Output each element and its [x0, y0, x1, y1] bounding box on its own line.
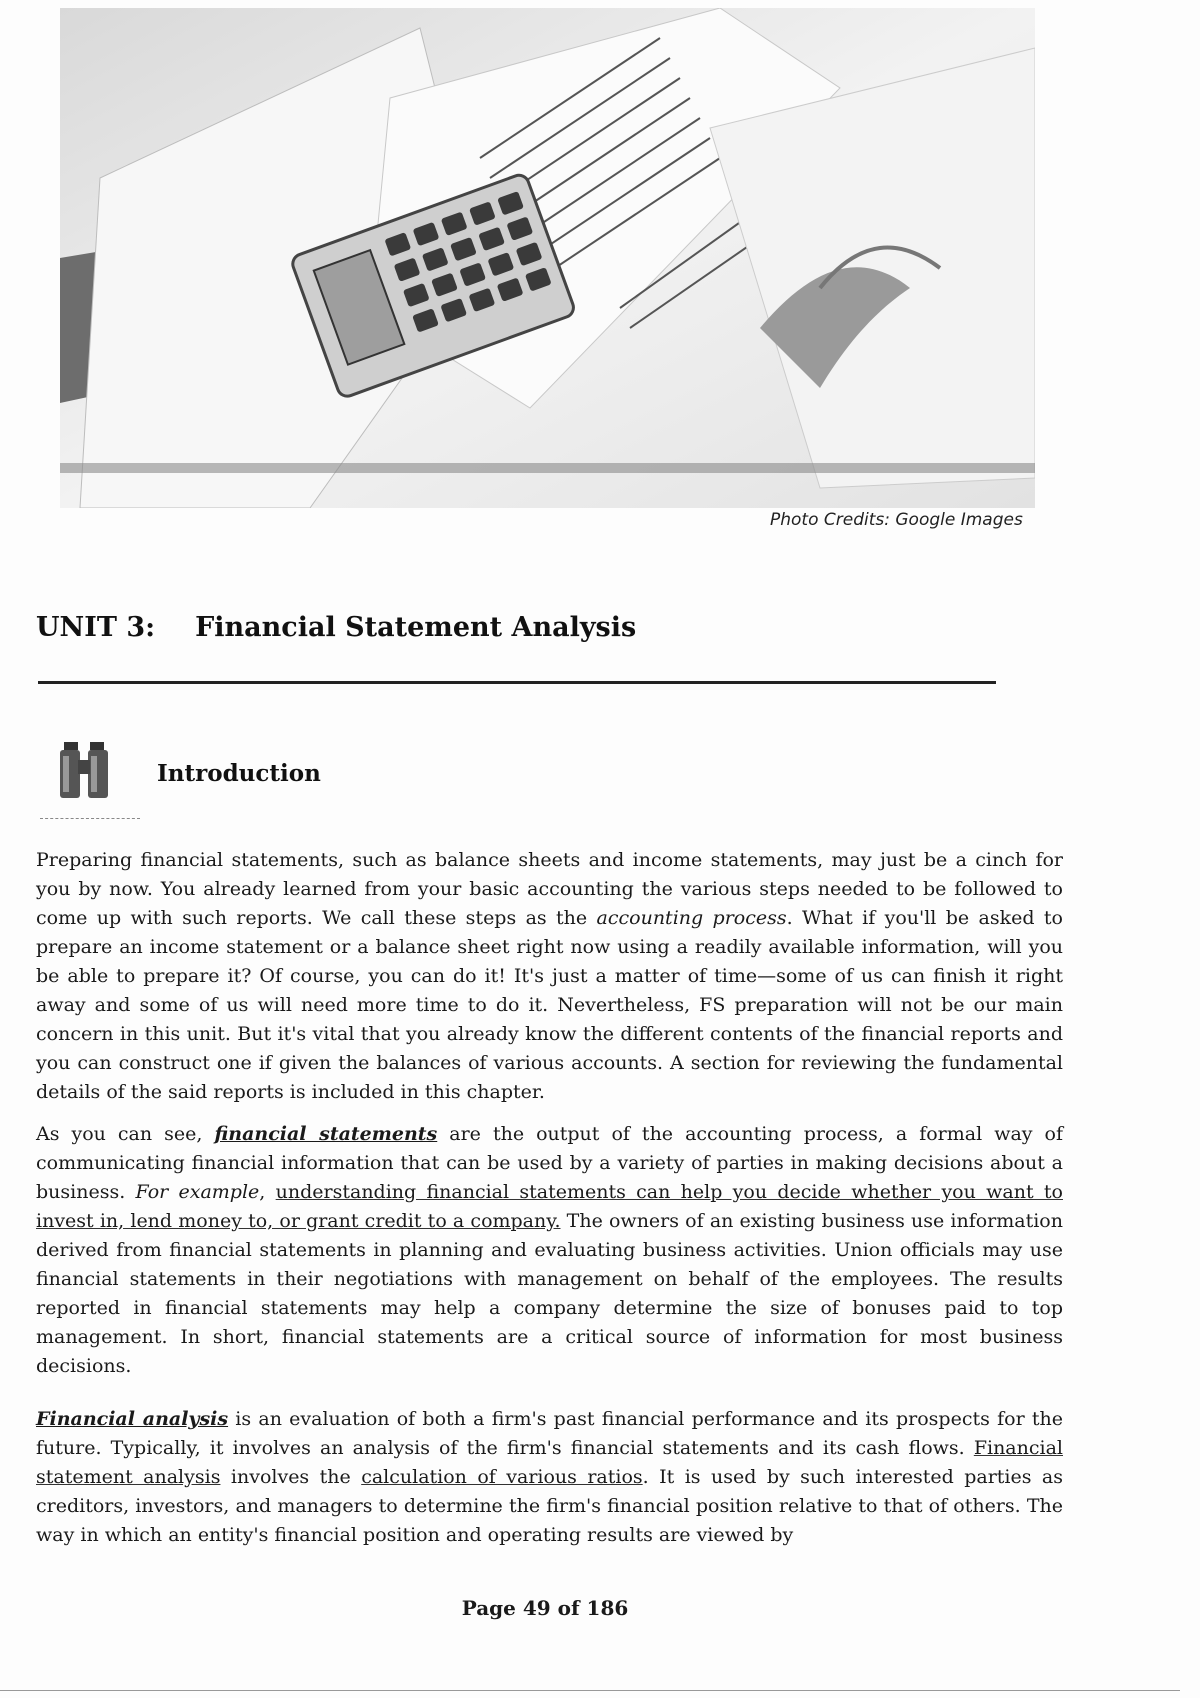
header-photo: [60, 8, 1035, 508]
paragraph-3-text-f: . It is used by such interested parties as creditors, investors, and managers to determine the firm's financial position relative to that of others. The way in which an entity's financial position and operating results are viewed by: [36, 1466, 1064, 1546]
paragraph-2-text-g: The owners of an existing business use information derived from financial statements in planning and evaluating business activities. Union officials may use financial statements in their negotiations with management on behalf of the employees. The results reported in financial statements may help a company determine the size of bonuses paid to top management. In short, financial statements are a critical source of information for most business decisions.: [36, 1210, 1063, 1377]
heading-divider: [38, 681, 996, 684]
paragraph-2-example: For example: [135, 1181, 260, 1203]
paragraph-2-term: financial statements: [214, 1123, 438, 1145]
paragraph-2-text-e: ,: [259, 1181, 276, 1203]
paragraph-1-term: accounting process: [596, 907, 787, 929]
bottom-divider: [0, 1690, 1180, 1691]
paragraph-3-text-b: is an evaluation of both a firm's past financial performance and its prospects for the future. Typically, it involves an analysis of the firm's financial statements and its cash flows.: [36, 1408, 1063, 1459]
unit-heading: [36, 612, 636, 643]
paragraph-2: [36, 1120, 1063, 1381]
paragraph-1-text-a: Preparing financial statements, such as balance sheets and income statements, may just be a cinch for you by now. You already learned from your basic accounting the various steps needed to be followed to come up with such reports. We call these steps as the: [36, 849, 1063, 929]
paragraph-1: [36, 846, 1063, 1107]
binoculars-icon: [58, 740, 110, 800]
intro-divider: [40, 818, 140, 820]
financial-documents-photo: [60, 8, 1035, 508]
paragraph-3: [36, 1405, 1063, 1550]
paragraph-2-text-c: are the output of the accounting process, a formal way of communicating financial information that can be used by a variety of parties in making decisions about a business.: [36, 1123, 1064, 1203]
paragraph-3-underlined-a: Financial statement analysis: [36, 1437, 1063, 1488]
page-number: Page 49 of 186: [461, 1596, 629, 1620]
unit-number: UNIT 3:: [36, 612, 156, 643]
unit-title: Financial Statement Analysis: [195, 612, 637, 643]
paragraph-2-underlined: understanding financial statements can help you decide whether you want to invest in, lend money to, or grant credit to a company.: [36, 1181, 1063, 1232]
paragraph-1-text-c: . What if you'll be asked to prepare an income statement or a balance sheet right now using a readily available information, will you be able to prepare it? Of course, you can do it! It's just a matter of time—some of us can finish it right away and some of us will need more time to do it. Nevertheless, FS preparation will not be our main concern in this unit. But it's vital that you already know the different contents of the financial reports and you can construct one if given the balances of various accounts. A section for reviewing the fundamental details of the said reports is included in this chapter.: [36, 907, 1063, 1103]
photo-credit: Photo Credits: Google Images: [770, 510, 1023, 530]
section-title: Introduction: [157, 760, 321, 787]
paragraph-3-underlined-b: calculation of various ratios: [361, 1466, 643, 1488]
paragraph-3-term: Financial analysis: [36, 1408, 229, 1430]
paragraph-2-text-a: As you can see,: [36, 1123, 215, 1145]
paragraph-3-text-d: involves the: [220, 1466, 362, 1488]
